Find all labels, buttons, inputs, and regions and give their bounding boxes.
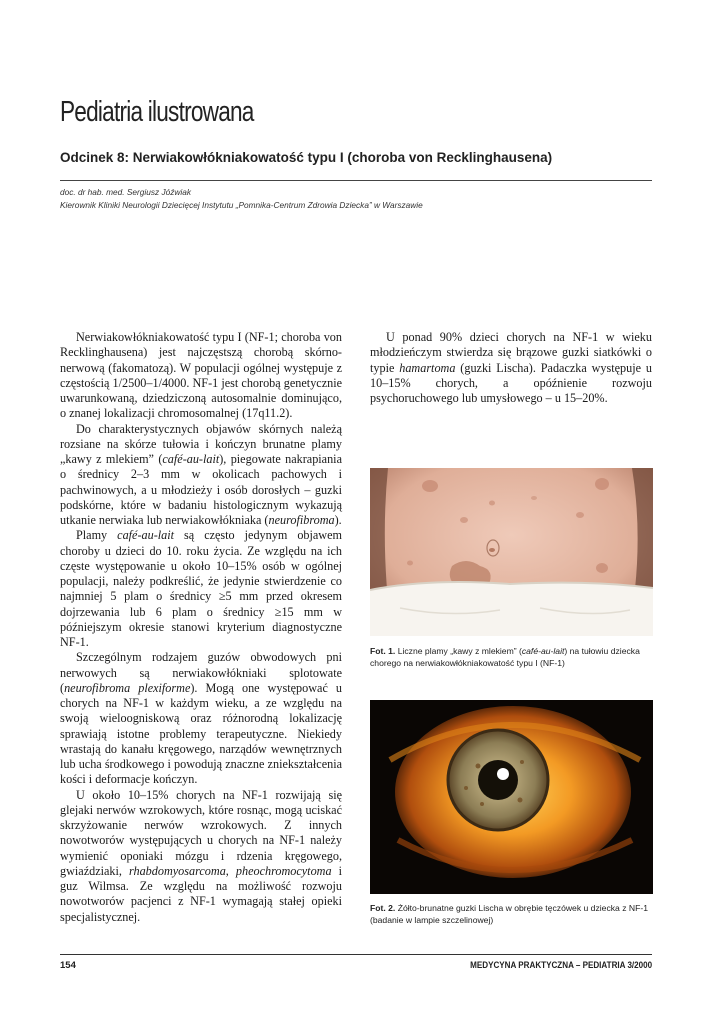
page-number: 154 (60, 960, 76, 971)
column-right (370, 330, 652, 406)
author-affiliation: Kierownik Kliniki Neurologii Dziecięcej Instytutu „Pomnika-Centrum Zdrowia Dziecka” w Warszawie (60, 200, 423, 210)
author-block (60, 186, 423, 212)
article-title: Odcinek 8: Nerwiakowłókniakowatość typu I (choroba von Recklinghausena) (60, 150, 553, 165)
author-name: doc. dr hab. med. Sergiusz Jóźwiak (60, 187, 191, 197)
journal-footer: MEDYCYNA PRAKTYCZNA – PEDIATRIA 3/2000 (469, 960, 652, 971)
paragraph: Szczególnym rodzajem guzów obwodowych pni nerwowych są nerwiakowłókniaki splotowate (neurofibroma plexiforme). Mogą one występować u chorych na NF-1 w każdym wieku, a ze względu na swoją wieloogniskową oraz różnorodną lokalizację sprawiają istotne problemy terapeutyczne. Niekiedy wrastają do kanału kręgowego, narządów wewnętrznych lub ucha środkowego i powodują znaczne zniekształcenia kości i deformacje kończyn. (60, 650, 342, 787)
eye-illustration (370, 700, 653, 894)
header-rule (60, 180, 652, 181)
paragraph: U około 10–15% chorych na NF-1 rozwijają się glejaki nerwów wzrokowych, które rosnąc, mogą uciskać skrzyżowanie nerwów wzrokowych. Z innych nowotworów występujących u chorych na NF-1 należy wymienić oponiaki mózgu i rdzenia kręgowego, gwiaździaki, rhabdomyosarcoma, pheochromocytoma i guz Wilmsa. Ze względu na możliwość rozwoju nowotworów pacjenci z NF-1 wymagają stałej opieki specjalistycznej. (60, 787, 342, 924)
figure-2-caption: Fot. 2. Żółto-brunatne guzki Lischa w obrębie tęczówek u dziecka z NF-1 (badanie w lampie szczelinowej) (370, 903, 648, 925)
figure-1-caption: Fot. 1. Liczne plamy „kawy z mlekiem” (café-au-lait) na tułowiu dziecka chorego na nerwiakowłókniakowatość typu I (NF-1) (370, 646, 640, 668)
photo-torso-cafe-au-lait (370, 468, 653, 636)
column-left (60, 330, 342, 925)
paragraph: Do charakterystycznych objawów skórnych należą rozsiane na skórze tułowia i kończyn brunatne plamy „kawy z mlekiem” (café-au-lait), piegowate nakrapiania o średnicy 2–3 mm w okolicach pachowych i pachwinowych, a u młodzieży i osób dorosłych – guzki podskórne, które w badaniu histologicznym wykazują utkanie nerwiaka lub nerwiakowłókniaka (neurofibroma). (60, 421, 342, 527)
photo-iris-lisch-nodules (370, 700, 653, 894)
torso-illustration (370, 468, 653, 636)
series-title: Pediatria ilustrowana (60, 96, 254, 128)
paragraph: Nerwiakowłókniakowatość typu I (NF-1; choroba von Recklinghausena) jest najczęstszą chorobą skórno-nerwową (fakomatozą). W populacji ogólnej występuje z częstością 1/2500–1/4000. NF-1 jest chorobą genetycznie uwarunkowaną, dziedziczoną autosomalnie dominująco, o znanej lokalizacji chromosomalnej (17q11.2). (60, 330, 342, 421)
footer-rule (60, 954, 652, 955)
paragraph: U ponad 90% dzieci chorych na NF-1 w wieku młodzieńczym stwierdza się brązowe guzki siatkówki o typie hamartoma (guzki Lischa). Padaczka występuje u 10–15% chorych, a opóźnienie rozwoju psychoruchowego lub umysłowego – u 15–20%. (370, 330, 652, 405)
paragraph: Plamy café-au-lait są często jedynym objawem choroby u dzieci do 10. roku życia. Ze względu na ich częste występowanie u około 10–15% osób w ogólnej populacji, należy podkreślić, że jedynie stwierdzenie co najmniej 5 plam o średnicy ≥5 mm przed okresem dojrzewania lub 6 plam o średnicy ≥15 mm w późniejszym okresie stanowi kryterium diagnostyczne NF-1. (60, 528, 342, 649)
